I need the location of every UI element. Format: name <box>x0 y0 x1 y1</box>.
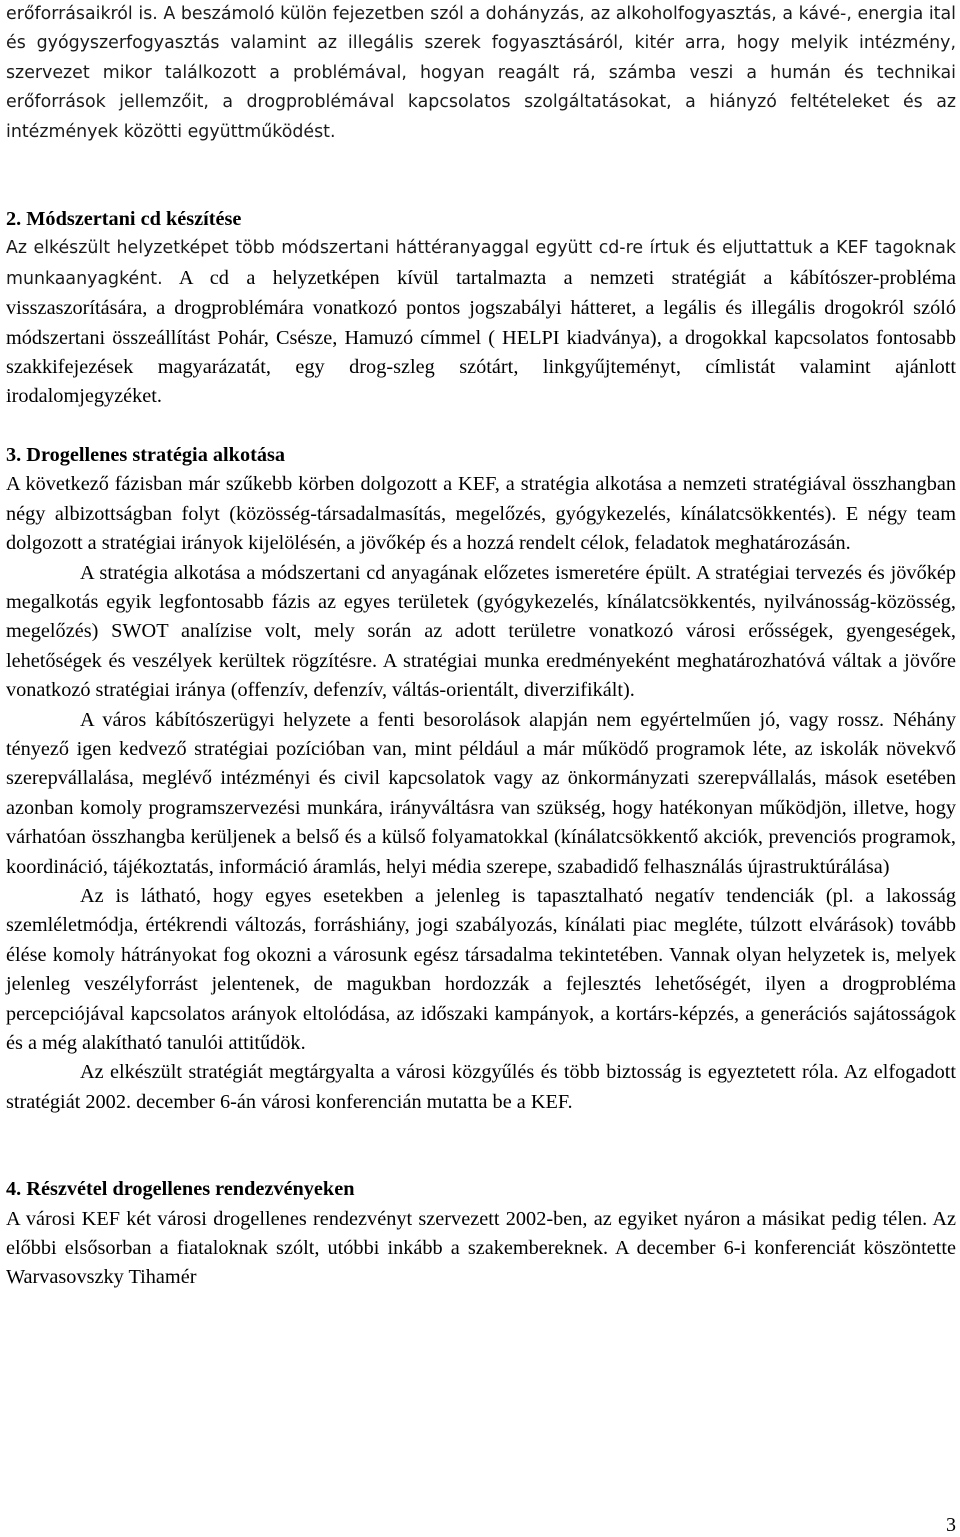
section-3-number: 3. <box>6 443 22 466</box>
section-2-paragraph-sans: Az elkészült helyzetképet több módszertani háttéranyaggal együtt cd-re írtuk és eljuttattuk a KEF tagoknak munkaanyagként. <box>6 238 956 289</box>
section-3-paragraph-4: Az is látható, hogy egyes esetekben a jelenleg is tapasztalható negatív tendenciák (pl. a lakosság szemléletmódja, értékrendi változás, forráshiány, jogi szabályozás, kínálati piac megléte, túlzott elvárások) tovább élése komoly hátrányokat fog okozni a városunk egész társadalma tekintetében. Vannak olyan helyzetek is, melyek jelenleg veszélyforrást jelentenek, de magukban hordozzák a fejlesztés lehetőségét, ilyen a drogprobléma percepciójával kapcsolatos arányok eltolódása, az időszaki kampányok, a kortárs-képzés, a generációs sajátosságok és a még alakítható tanulói attitűdök. <box>6 884 956 1054</box>
section-3-p3-b: Néhány tényező igen kedvező stratégiai pozícióban van, mint például a már működő programok léte, az iskolák növekvő szerepvállalása, meglévő intézményi és civil kapcsolatok vagy az önkormányzati szerepvállalás, mások esetében azonban komoly programszervezési munkára, irányváltásra van szükség, hogy hatékonyan működjön, illetve, hogy várhatóan összhangba kerüljenek a belső és a külső folyamatokkal (kínálatcsökkentő akciók, prevenciós programok, koordináció, tájékoztatás, információ áramlás, helyi média szerepe, szabadidő felhasználás újrastruktúrálása) <box>6 708 956 878</box>
section-2 <box>6 205 956 412</box>
section-3-p2-a: A stratégia alkotása a módszertani cd anyagának előzetes ismeretére épült. <box>80 561 692 584</box>
section-3-paragraph-5: Az elkészült stratégiát megtárgyalta a városi közgyűlés és több biztosság is egyeztetett róla. Az elfogadott stratégiát 2002. december 6-án városi konferencián mutatta be a KEF. <box>6 1061 956 1113</box>
section-3-p2-c: A stratégiai munka eredményeként meghatározhatóvá váltak a jövőre vonatkozó stratégiai iránya (offenzív, defenzív, váltás-orientált, diverzifikált). <box>6 649 956 702</box>
section-3-p2-b: A stratégiai tervezés és jövőkép megalkotás egyik legfontosabb fázis az egyes területek (gyógykezelés, kínálatcsökkentés, nyilvánosság-közösség, megelőzés) SWOT analízise volt, mely során az adott területre vonatkozó városi erősségek, gyengeségek, lehetőségek és veszélyek kerültek rögzítésre. <box>6 561 956 672</box>
spacer <box>6 147 956 205</box>
section-3 <box>6 441 956 1117</box>
section-2-paragraph <box>6 234 956 411</box>
section-3-p1-a: A következő fázisban már szűkebb körben dolgozott a KEF, a stratégia alkotása a nemzeti stratégiával összhangban négy albizottságban folyt (közösség-társadalmasítás, megelőzés, gyógykezelés, kínálatcsökkentés). <box>6 473 956 525</box>
intro-paragraph: erőforrásaikról is. A beszámoló külön fejezetben szól a dohányzás, az alkoholfogyasztás, a kávé-, energia ital és gyógyszerfogyasztás valamint az illegális szerek fogyasztásáról, kitér arra, hogy melyik intézmény, szervezet mikor találkozott a problémával, hogyan reagált rá, számba veszi a humán és technikai erőforrások jellemzőit, a drogproblémával kapcsolatos szolgáltatásokat, a hiányzó feltételeket és az intézmények közötti együttműködést. <box>6 4 956 142</box>
section-3-title: Drogellenes stratégia alkotása <box>26 443 286 466</box>
section-3-paragraph-2 <box>6 559 956 706</box>
document-page <box>6 0 956 1293</box>
section-3-paragraph-3 <box>6 706 956 882</box>
section-4-heading <box>6 1175 956 1204</box>
spacer <box>6 412 956 441</box>
section-4-paragraph-1: A városi KEF két városi drogellenes rendezvényt szervezett 2002-ben, az egyiket nyáron a másikat pedig télen. Az előbbi elsősorban a fiataloknak szólt, utóbbi inkább a szakembereknek. A december 6-i konferenciát köszöntette Warvasovszky Tihamér <box>6 1207 956 1289</box>
section-3-paragraph-1 <box>6 470 956 558</box>
section-4-title: Részvétel drogellenes rendezvényeken <box>26 1178 355 1201</box>
section-4 <box>6 1175 956 1293</box>
section-2-paragraph-serif: A cd a helyzetképen kívül tartalmazta a nemzeti stratégiát a kábítószer-probléma visszaszorítására, a drogproblémára vonatkozó pontos jogszabályi hátteret, a legális és illegális drogokról szóló módszertani összeállítást Pohár, Csésze, Hamuzó címmel ( HELPI kiadványa), a drogokkal kapcsolatos fontosabb szakkifejezések magyarázatát, egy drog-szleg szótárt, linkgyűjteményt, címlistát valamint ajánlott irodalomjegyzéket. <box>6 266 956 408</box>
section-3-heading <box>6 441 956 470</box>
spacer <box>6 1117 956 1175</box>
section-3-p3-a: A város kábítószerügyi helyzete a fenti besorolások alapján nem egyértelműen jó, vagy rossz. <box>80 708 885 731</box>
page-number: 3 <box>946 1514 956 1536</box>
section-3-p1-b: E négy team dolgozott a stratégiai irányok kijelölésén, a jövőkép és a hozzá rendelt célok, feladatok meghatározásán. <box>6 502 956 555</box>
section-2-heading: 2. Módszertani cd készítése <box>6 208 242 231</box>
section-4-number: 4. <box>6 1178 22 1201</box>
